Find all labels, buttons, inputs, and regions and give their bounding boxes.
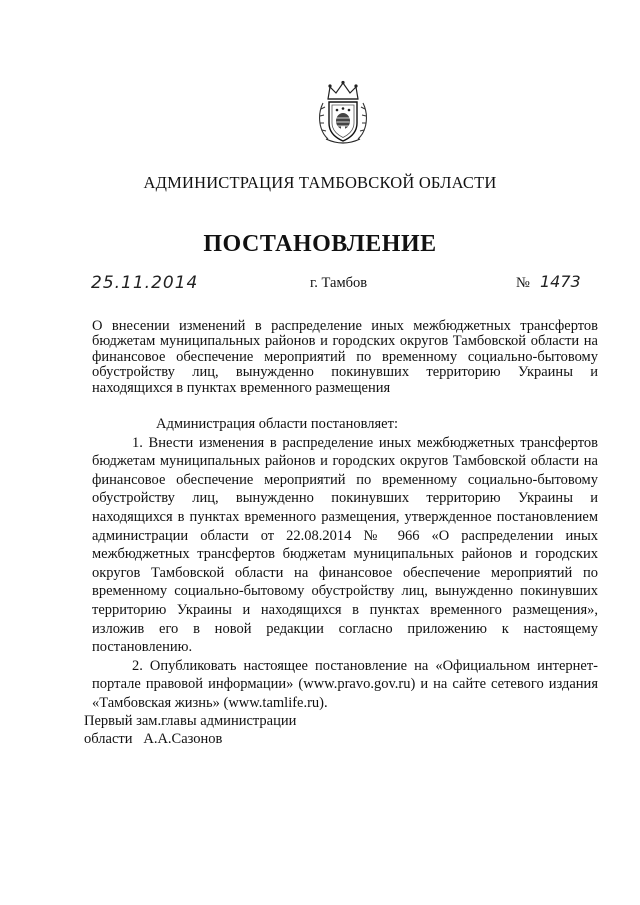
body-item-2: 2. Опубликовать настоящее постановление на «Официальном интернет-портале правовой информации» (www.pravo.gov.ru) и на сайте сетевого издания «Тамбовская жизнь» (www.tamlife.ru). xyxy=(92,657,598,711)
signature-block xyxy=(84,713,484,748)
handwritten-number: 1473 xyxy=(540,272,581,291)
tambov-coat-of-arms-icon xyxy=(314,79,372,147)
body-lead: Администрация области постановляет: xyxy=(156,416,398,432)
signer-name: области А.А.Сазонов xyxy=(84,730,223,747)
document-subject: О внесении изменений в распределение иных межбюджетных трансфертов бюджетам муниципальных районов и городских округов Тамбовской области на финансовое обеспечение мероприятий по временному социально-бытовому обустройству лиц, вынужденно покинувших территорию Украины и находящихся в пунктах временного размещения xyxy=(92,318,598,396)
body-item-1: 1. Внести изменения в распределение иных межбюджетных трансфертов бюджетам муниципальных районов и городских округов Тамбовской области на финансовое обеспечение мероприятий по временному социально-бытовому обустройству лиц, вынужденно покинувших территорию Украины и находящихся в пунктах временного размещения, утвержденное постановлением администрации области от 22.08.2014 № 966 «О распределении иных межбюджетных трансфертов бюджетам муниципальных районов и городских округов Тамбовской области на финансовое обеспечение мероприятий по временному социально-бытовому обустройству лиц, вынужденно покинувших территорию Украины и находящихся в пунктах временного размещения», изложив его в новой редакции согласно приложению к настоящему постановлению. xyxy=(92,434,598,656)
administration-title: АДМИНИСТРАЦИЯ ТАМБОВСКОЙ ОБЛАСТИ xyxy=(143,173,497,192)
city-label: г. Тамбов xyxy=(310,275,368,291)
document-body xyxy=(92,415,598,713)
document-meta-row xyxy=(0,272,640,299)
signer-position: Первый зам.главы администрации xyxy=(84,713,297,729)
number-label: № xyxy=(516,275,530,291)
handwritten-date: 25.11.2014 xyxy=(91,273,199,293)
document-type-title: ПОСТАНОВЛЕНИЕ xyxy=(203,231,437,257)
